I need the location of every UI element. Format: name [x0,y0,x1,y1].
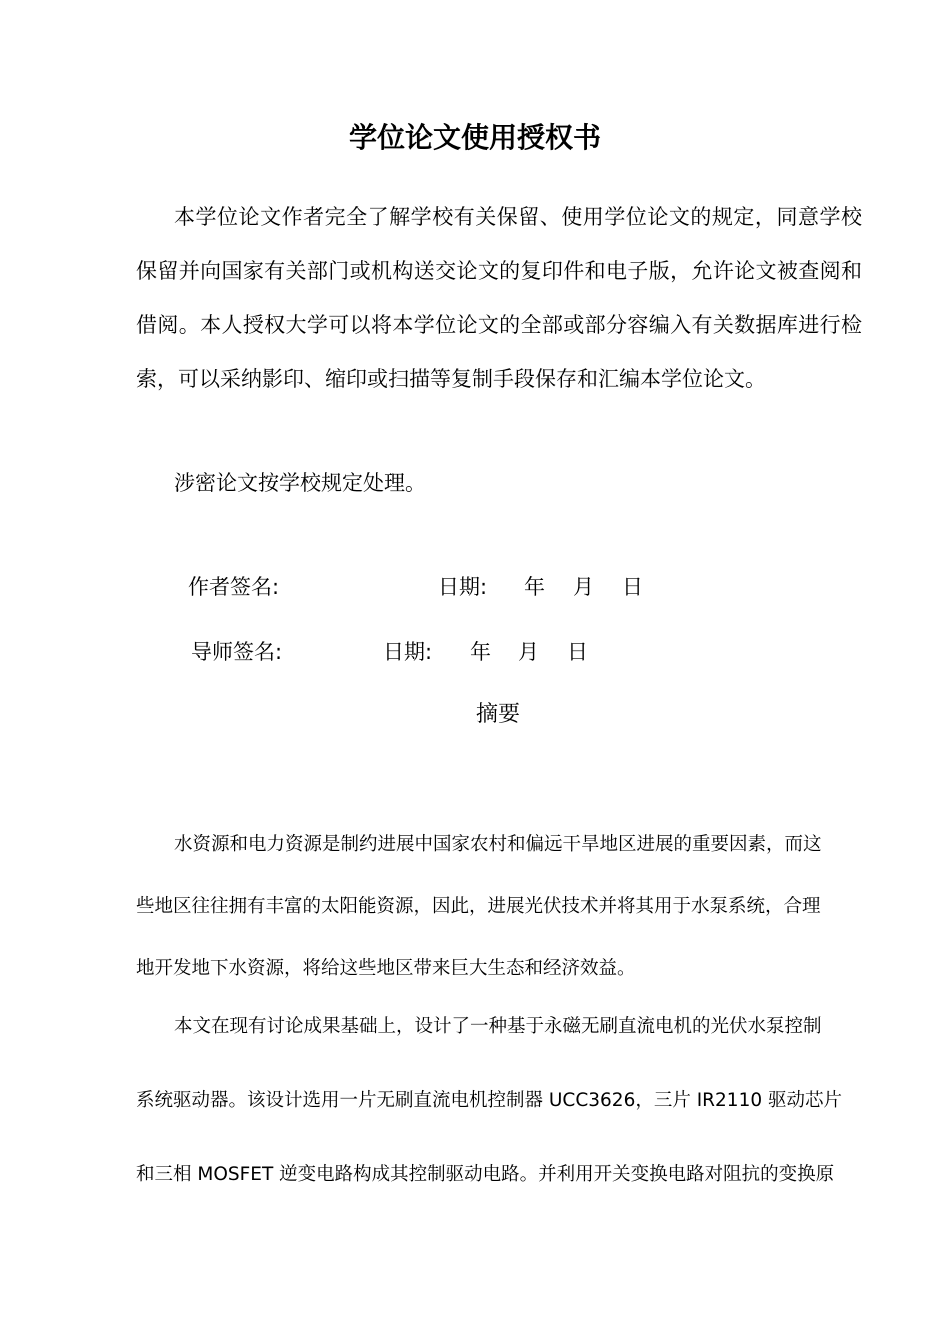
author-date-day: 日 [622,575,643,599]
author-date-label: 日期: [438,575,488,599]
authorization-paragraph: 本学位论文作者完全了解学校有关保留、使用学位论文的规定，同意学校保留并向国家有关部门或机构送交论文的复印件和电子版，允许论文被查阅和借阅。本人授权大学可以将本学位论文的全部或部分容编入有关数据库进行检索，可以采纳影印、缩印或扫描等复制手段保存和汇编本学位论文。 [136,205,862,391]
abstract-line: 系统驱动器。该设计选用一片无刷直流电机控制器 UCC3626，三片 IR2110 驱动芯片 [136,1090,842,1111]
advisor-date-label: 日期: [383,640,433,664]
confidential-note: 涉密论文按学校规定处理。 [174,471,426,495]
advisor-signature-label: 导师签名: [191,640,283,664]
abstract-line: 本文在现有讨论成果基础上，设计了一种基于永磁无刷直流电机的光伏水泵控制 [174,1016,822,1037]
advisor-date-year: 年 [470,640,491,664]
author-date-month: 月 [573,575,594,599]
abstract-paragraph-2 [136,990,862,1212]
abstract-line: 水资源和电力资源是制约进展中国家农村和偏远干旱地区进展的重要因素，而这 [174,834,822,855]
author-date-year: 年 [524,575,545,599]
abstract-line: 些地区往往拥有丰富的太阳能资源，因此，进展光伏技术并将其用于水泵系统，合理 [136,896,821,917]
advisor-date-month: 月 [518,640,539,664]
advisor-date-day: 日 [567,640,588,664]
abstract-line: 和三相 MOSFET 逆变电路构成其控制驱动电路。并利用开关变换电路对阻抗的变换原 [136,1164,835,1185]
authorization-title: 学位论文使用授权书 [348,121,601,154]
abstract-heading: 摘要 [475,702,520,727]
abstract-line: 地开发地下水资源，将给这些地区带来巨大生态和经济效益。 [136,958,636,979]
author-signature-label: 作者签名: [188,575,280,599]
abstract-paragraph-1 [136,814,862,1000]
